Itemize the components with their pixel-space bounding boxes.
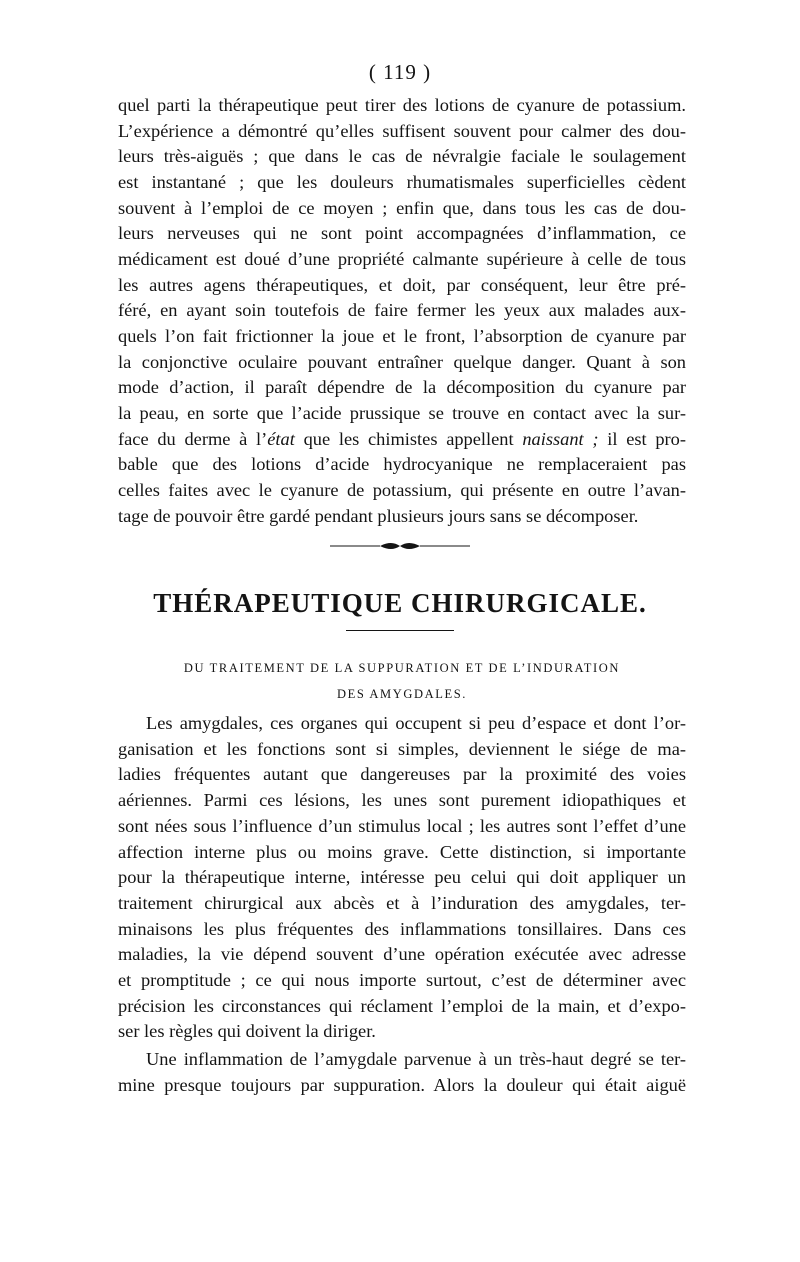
text-line: la peau, en sorte que l’acide prussique se trouve en contact avec la sur- (118, 402, 686, 423)
text-line: souvent à l’emploi de ce moyen ; enfin que, dans tous les cas de dou- (118, 197, 686, 218)
text-line: aériennes. Parmi ces lésions, les unes sont purement idiopathiques et (118, 790, 686, 811)
text-line: leurs très-aiguës ; que dans le cas de névralgie faciale le soulagement (118, 146, 686, 167)
top-paragraph (118, 93, 686, 529)
text-line: maladies, la vie dépend souvent d’une opération exécutée avec adresse (118, 944, 686, 965)
text-line: Une inflammation de l’amygdale parvenue à un très-haut degré se ter- (146, 1049, 686, 1069)
text-segment: il est pro- (598, 428, 686, 449)
article-heading-line: DES AMYGDALES. (336, 687, 468, 701)
article-paragraph-1 (118, 711, 686, 1045)
text-line: bable que des lotions d’acide hydrocyanique ne remplaceraient pas (118, 454, 686, 475)
text-line: ser les règles qui doivent la diriger. (118, 1021, 376, 1042)
text-line-with-italics (118, 427, 686, 453)
text-line: Les amygdales, ces organes qui occupent si peu d’espace et dont l’or- (146, 713, 686, 733)
italic-term-naissant: naissant ; (522, 428, 599, 449)
section-title: THÉRAPEUTIQUE CHIRURGICALE. (153, 588, 647, 618)
text-line: quels l’on fait frictionner la joue et le front, l’absorption de cyanure par (118, 325, 686, 346)
text-line: la conjonctive oculaire pouvant entraîner quelque danger. Quant à son (118, 351, 686, 372)
text-line: ganisation et les fonctions sont si simples, deviennent le siége de ma- (118, 738, 686, 759)
text-line: traitement chirurgical aux abcès et à l’induration des amygdales, ter- (118, 892, 686, 913)
article-heading (118, 655, 686, 707)
text-line: L’expérience a démontré qu’elles suffisent souvent pour calmer des dou- (118, 120, 686, 141)
text-line: quel parti la thérapeutique peut tirer des lotions de cyanure de potassium. (118, 95, 686, 115)
ornament-divider (330, 540, 470, 552)
text-line: celles faites avec le cyanure de potassium, qui présente en outre l’avan- (118, 479, 686, 500)
text-line: tage de pouvoir être gardé pendant plusieurs jours sans se décomposer. (118, 505, 639, 526)
text-line: les autres agens thérapeutiques, et doit, par conséquent, leur être pré- (118, 274, 686, 295)
page-number: ( 119 ) (368, 60, 432, 84)
text-line: affection interne plus ou moins grave. Cette distinction, si importante (118, 841, 686, 862)
article-heading-line: DU TRAITEMENT DE LA SUPPURATION ET DE L’INDURATION (183, 661, 621, 675)
text-line: et promptitude ; ce qui nous importe surtout, c’est de déterminer avec (118, 970, 686, 991)
text-line: mode d’action, il paraît dépendre de la décomposition du cyanure par (118, 377, 686, 398)
title-rule (346, 630, 454, 631)
text-line: minaisons les plus fréquentes des inflammations tonsillaires. Dans ces (118, 918, 686, 939)
text-line: sont nées sous l’influence d’un stimulus local ; les autres sont l’effet d’une (118, 815, 686, 836)
text-line: féré, en ayant soin toutefois de faire fermer les yeux aux malades aux- (118, 300, 686, 321)
text-line: mine presque toujours par suppuration. Alors la douleur qui était aiguë (118, 1074, 686, 1095)
text-line: pour la thérapeutique interne, intéresse peu celui qui doit appliquer un (118, 867, 686, 888)
italic-term-etat: état (267, 428, 295, 449)
text-line: ladies fréquentes autant que dangereuses par la proximité des voies (118, 764, 686, 785)
text-segment: face du derme à l’ (118, 428, 268, 449)
text-line: est instantané ; que les douleurs rhumatismales superficielles cèdent (118, 171, 686, 192)
text-line: leurs nerveuses qui ne sont point accompagnées d’inflammation, ce (118, 223, 686, 244)
article-paragraph-2 (118, 1047, 686, 1098)
text-segment: que les chimistes appellent (294, 428, 523, 449)
text-line: précision les circonstances qui réclament l’emploi de la main, et d’expo- (118, 995, 686, 1016)
ornament-flourish (380, 543, 420, 549)
text-line: médicament est doué d’une propriété calmante supérieure à celle de tous (118, 248, 686, 269)
